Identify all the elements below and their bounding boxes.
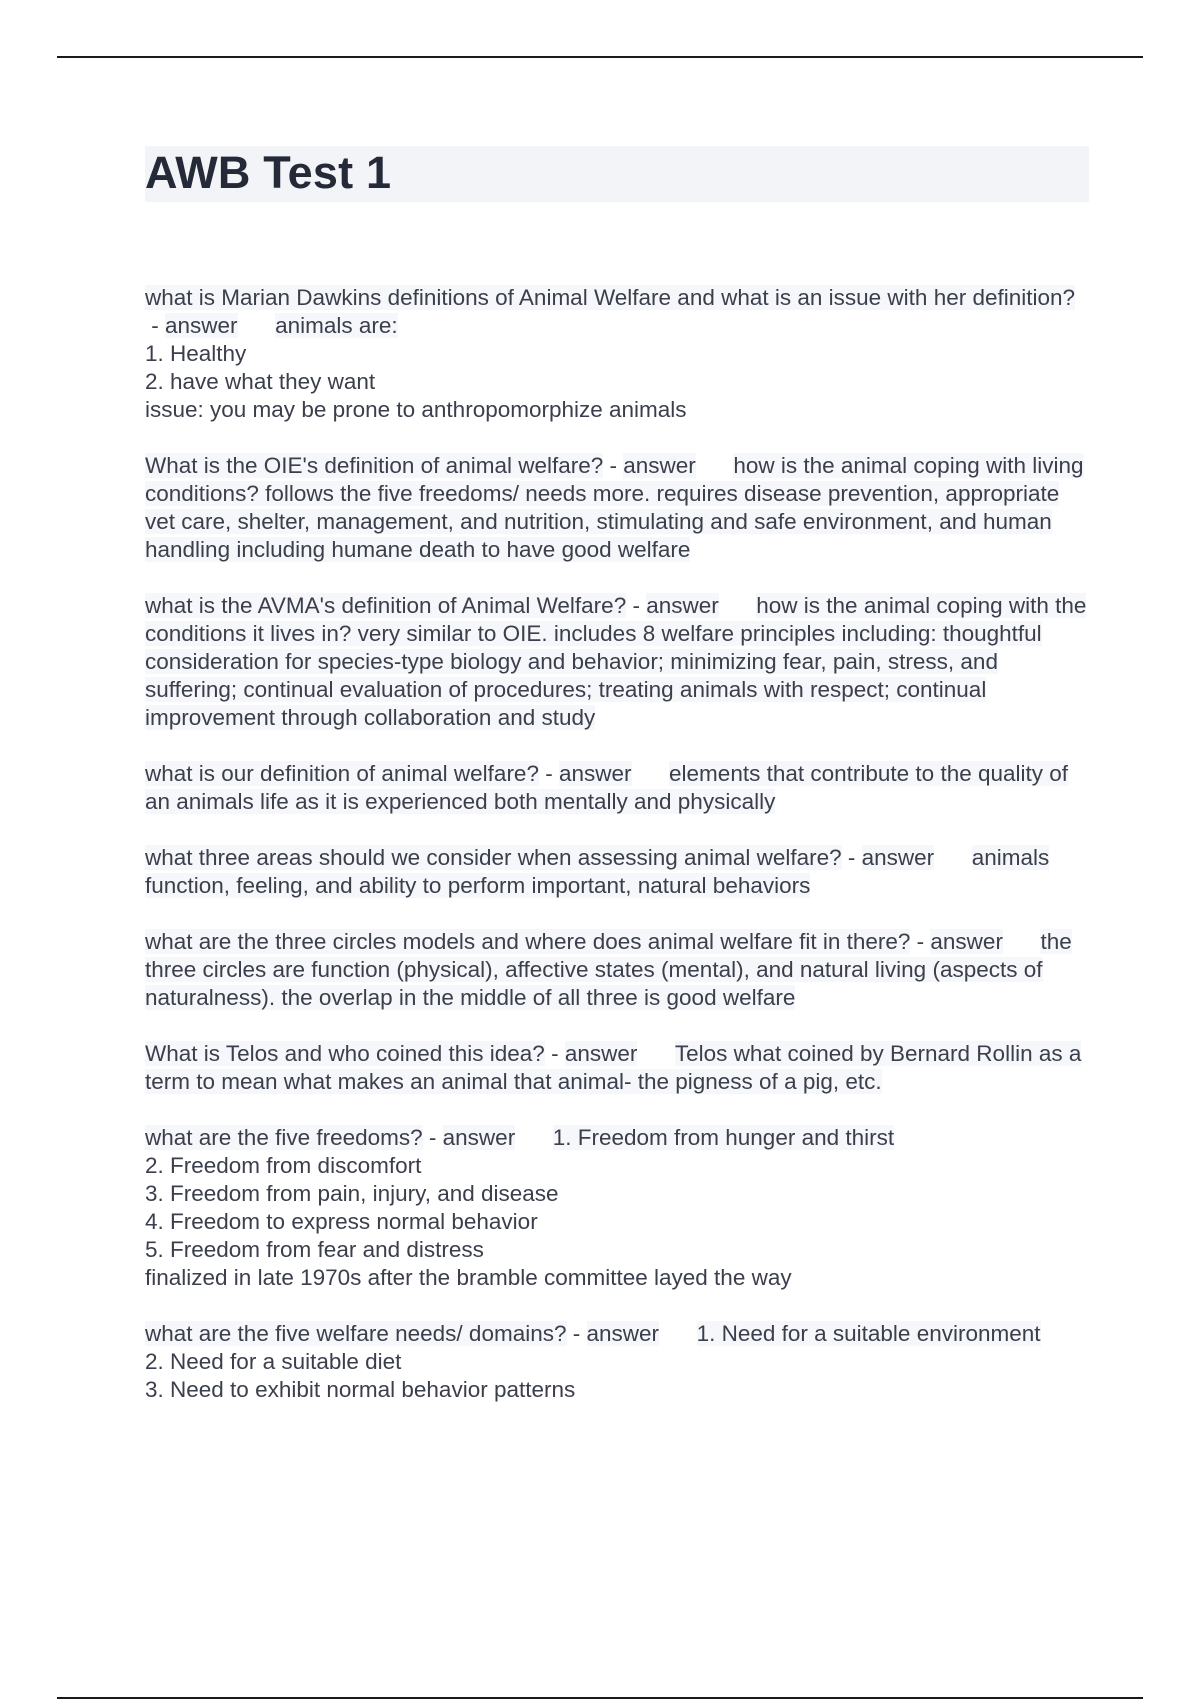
answer-text: elements that contribute to the quality of an animals life as it is experienced both mentally and physically xyxy=(145,761,1069,814)
flashcard-9: what are the five welfare needs/ domains? - answer 1. Need for a suitable environment 2. Need for a suitable diet 3. Need to exhibit normal behavior patterns xyxy=(145,1320,1095,1404)
question-text: what three areas should we consider when assessing animal welfare? xyxy=(145,845,842,870)
answer-text: how is the animal coping with living conditions? follows the five freedoms/ needs more. requires disease prevention, appropriate vet care, shelter, management, and nutrition, stimulating and safe environment, and human handling including humane death to have good welfare xyxy=(145,453,1084,562)
answer-text: 1. Need for a suitable environment xyxy=(696,1321,1041,1346)
answer-line: 3. Freedom from pain, injury, and disease xyxy=(145,1181,559,1206)
answer-label: answer xyxy=(861,845,935,870)
answer-line: 2. have what they want xyxy=(145,369,376,394)
question-text: what are the five welfare needs/ domains? xyxy=(145,1321,567,1346)
question-text: what are the three circles models and where does animal welfare fit in there? xyxy=(145,929,911,954)
flashcard-4: what is our definition of animal welfare? - answer elements that contribute to the quality of an animals life as it is experienced both mentally and physically xyxy=(145,761,1069,814)
answer-label: answer xyxy=(623,453,696,478)
answer-line: finalized in late 1970s after the bramble committee layed the way xyxy=(145,1265,792,1290)
flashcard-5: what three areas should we consider when assessing animal welfare? - answer animals function, feeling, and ability to perform important, natural behaviors xyxy=(145,845,1050,898)
answer-label: answer xyxy=(646,593,719,618)
answer-text: the three circles are function (physical), affective states (mental), and natural living (aspects of naturalness). the overlap in the middle of all three is good welfare xyxy=(145,929,1072,1010)
question-text: what is the AVMA's definition of Animal Welfare? xyxy=(145,593,627,618)
answer-text: Telos what coined by Bernard Rollin as a term to mean what makes an animal that animal- the pigness of a pig, etc. xyxy=(145,1041,1082,1094)
answer-line: 1. Healthy xyxy=(145,341,247,366)
answer-line: issue: you may be prone to anthropomorphize animals xyxy=(145,397,687,422)
question-text: what are the five freedoms? xyxy=(145,1125,423,1150)
bottom-rule xyxy=(57,1697,1143,1699)
flashcard-8: what are the five freedoms? - answer 1. Freedom from hunger and thirst 2. Freedom from discomfort 3. Freedom from pain, injury, and disease 4. Freedom to express normal behavior 5. Freedom from fear and distress finalized in late 1970s after the bramble committee layed the way xyxy=(145,1124,1095,1292)
flashcard-2: What is the OIE's definition of animal welfare? - answer how is the animal coping with living conditions? follows the five freedoms/ needs more. requires disease prevention, appropriate vet care, shelter, management, and nutrition, stimulating and safe environment, and human handling including humane death to have good welfare xyxy=(145,453,1084,562)
answer-label: answer xyxy=(930,929,1003,954)
answer-label: answer xyxy=(165,313,238,338)
answer-label: answer xyxy=(564,1041,638,1066)
flashcard-6: what are the three circles models and where does animal welfare fit in there? - answer the three circles are function (physical), affective states (mental), and natural living (aspects of naturalness). the overlap in the middle of all three is good welfare xyxy=(145,929,1072,1010)
answer-text: animals are: xyxy=(275,313,398,338)
question-text: what is our definition of animal welfare? xyxy=(145,761,539,786)
answer-label: answer xyxy=(586,1321,660,1346)
answer-text: 1. Freedom from hunger and thirst xyxy=(552,1125,895,1150)
top-rule xyxy=(57,56,1143,58)
answer-text: animals function, feeling, and ability to perform important, natural behaviors xyxy=(145,845,1050,898)
answer-label: answer xyxy=(442,1125,516,1150)
flashcard-list xyxy=(145,284,1095,1432)
flashcard-1: what is Marian Dawkins definitions of Animal Welfare and what is an issue with her definition? - answer animals are: 1. Healthy 2. have what they want issue: you may be prone to anthropomorphize animals xyxy=(145,284,1095,424)
answer-line: 2. Need for a suitable diet xyxy=(145,1349,402,1374)
answer-line: 5. Freedom from fear and distress xyxy=(145,1237,484,1262)
answer-label: answer xyxy=(558,761,632,786)
answer-line: 4. Freedom to express normal behavior xyxy=(145,1209,538,1234)
answer-line: 3. Need to exhibit normal behavior patterns xyxy=(145,1377,576,1402)
question-text: What is the OIE's definition of animal welfare? xyxy=(145,453,604,478)
answer-line: 2. Freedom from discomfort xyxy=(145,1153,422,1178)
question-text: what is Marian Dawkins definitions of Animal Welfare and what is an issue with her definition? xyxy=(145,285,1076,310)
answer-text: how is the animal coping with the conditions it lives in? very similar to OIE. includes 8 welfare principles including: thoughtful consideration for species-type biology and behavior; minimizing fear, pain, stress, and suffering; continual evaluation of procedures; treating animals with respect; continual improvement through collaboration and study xyxy=(145,593,1087,730)
flashcard-3: what is the AVMA's definition of Animal Welfare? - answer how is the animal coping with the conditions it lives in? very similar to OIE. includes 8 welfare principles including: thoughtful consideration for species-type biology and behavior; minimizing fear, pain, stress, and suffering; continual evaluation of procedures; treating animals with respect; continual improvement through collaboration and study xyxy=(145,593,1087,730)
flashcard-7: What is Telos and who coined this idea? - answer Telos what coined by Bernard Rollin as a term to mean what makes an animal that animal- the pigness of a pig, etc. xyxy=(145,1041,1082,1094)
page-title: AWB Test 1 xyxy=(145,147,392,198)
question-text: What is Telos and who coined this idea? xyxy=(145,1041,545,1066)
